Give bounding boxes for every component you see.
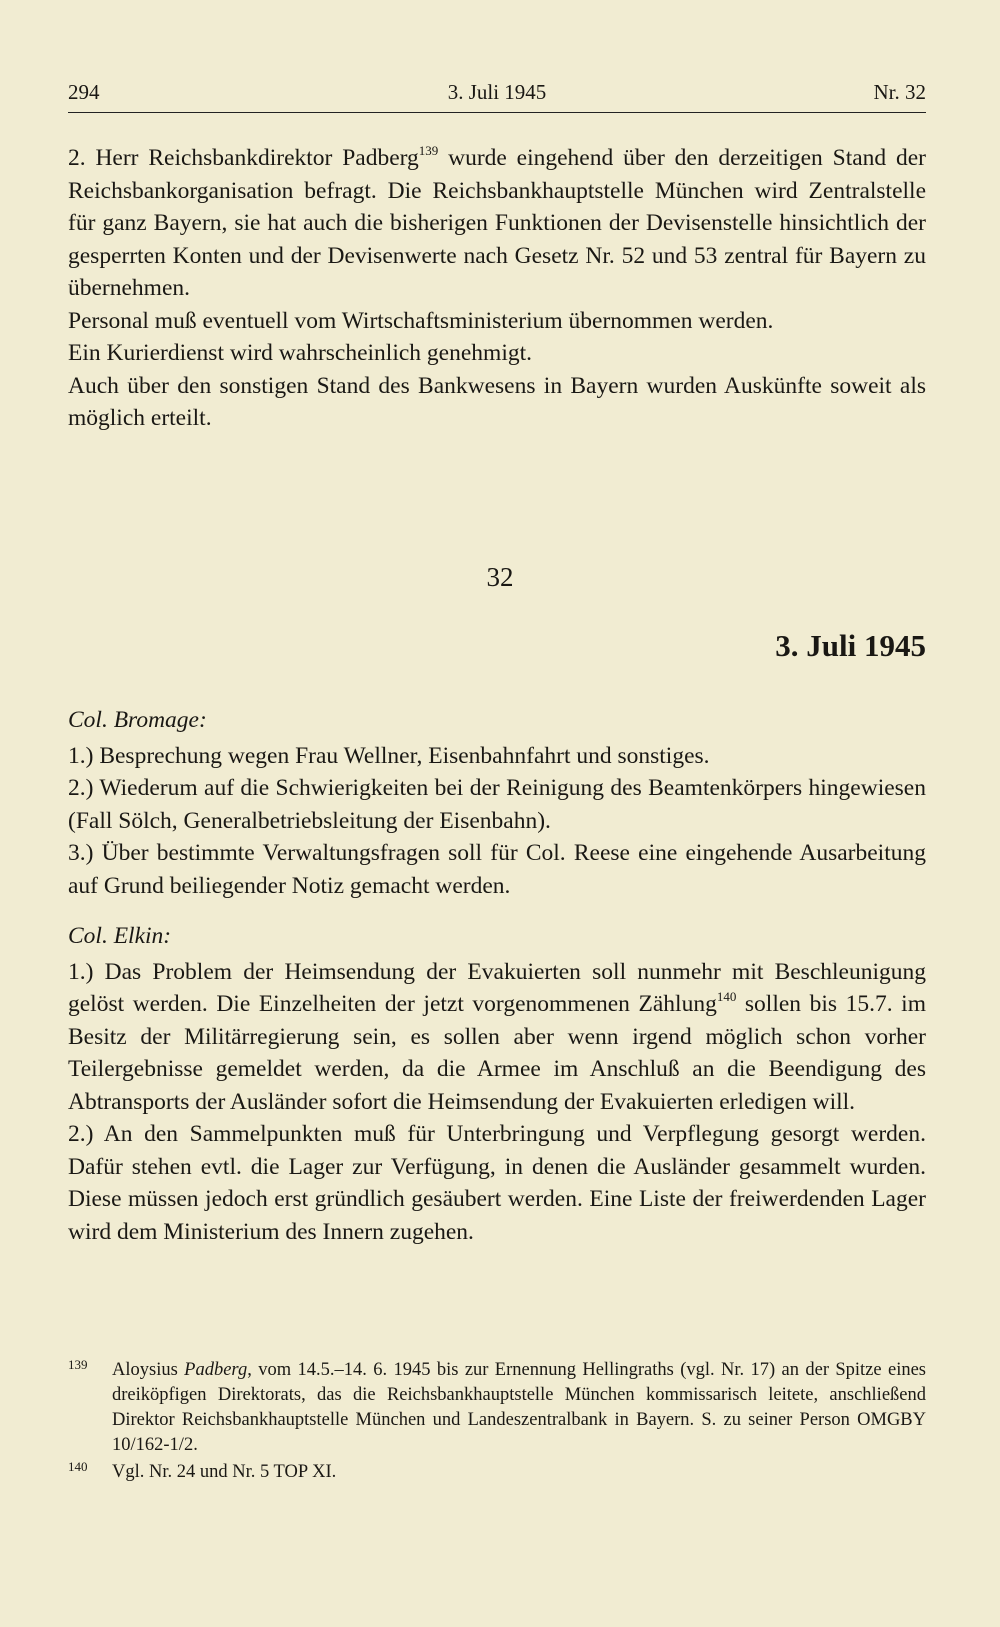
footnote-139	[68, 1358, 926, 1458]
bromage-item-3: 3.) Über bestimmte Verwaltungsfragen soll für Col. Reese eine eingehende Ausarbeitung auf Grund beiliegender Notiz gemacht werden.	[68, 840, 926, 899]
footnote-140	[68, 1460, 926, 1485]
footnote-140-text: Vgl. Nr. 24 und Nr. 5 TOP XI.	[112, 1462, 337, 1482]
document-date: 3. Juli 1945	[775, 628, 926, 663]
elkin-item-1	[68, 956, 926, 1119]
intro-paragraph-3: Ein Kurierdienst wird wahrscheinlich genehmigt.	[68, 340, 532, 366]
footnote-139-text-b: , vom 14.5.–14. 6. 1945 bis zur Ernennung Hellingraths (vgl. Nr. 17) an der Spitze eines dreiköpfigen Direktorats, das die Reichsbankhauptstelle München kommissarisch leitete, anschließend Direktor Reichsbankhauptstelle München und Landeszentralbank in Bayern. S. zu seiner Person OMGBY 10/162-1/2.	[112, 1360, 926, 1455]
speaker-elkin: Col. Elkin:	[68, 923, 172, 949]
footnotes	[68, 1358, 926, 1485]
intro-para1-text-a: 2. Herr Reichsbankdirektor Padberg	[68, 145, 419, 171]
intro-paragraph-4: Auch über den sonstigen Stand des Bankwesens in Bayern wurden Auskünfte soweit als möglich erteilt.	[68, 372, 926, 431]
running-header	[68, 78, 926, 113]
document-number: 32	[486, 562, 514, 592]
footnote-ref-140: 140	[716, 989, 737, 1004]
bromage-item-2: 2.) Wiederum auf die Schwierigkeiten bei der Reinigung des Beamtenkörpers hingewiesen (Fall Sölch, Generalbetriebsleitung der Eisenbahn).	[68, 775, 926, 834]
elkin-item1-text-a: 1.) Das Problem der Heimsendung der Evakuierten soll nunmehr mit Beschleunigung gelöst werden. Die Einzelheiten der jetzt vorgenommenen Zählung	[68, 958, 926, 1017]
footnote-139-name: Padberg	[184, 1360, 248, 1380]
section-bromage	[68, 704, 926, 902]
speaker-bromage: Col. Bromage:	[68, 707, 207, 733]
footnote-ref-139: 139	[418, 143, 439, 158]
section-elkin	[68, 920, 926, 1248]
intro-paragraph-2: Personal muß eventuell vom Wirtschaftsministerium übernommen werden.	[68, 307, 774, 334]
header-doc-ref: Nr. 32	[873, 80, 926, 104]
intro-paragraph-1	[68, 142, 926, 305]
footnote-140-number: 140	[68, 1459, 88, 1474]
elkin-item-2: 2.) An den Sammelpunkten muß für Unterbringung und Verpflegung gesorgt werden. Dafür stehen evtl. die Lager zur Verfügung, in denen die Ausländer gesammelt wurden. Diese müssen jedoch erst gründlich gesäubert werden. Eine Liste der freiwerdenden Lager wird dem Ministerium des Innern zugehen.	[68, 1121, 926, 1245]
header-date: 3. Juli 1945	[447, 80, 547, 104]
intro-text	[68, 142, 926, 435]
footnote-139-text-a: Aloysius	[112, 1360, 185, 1380]
bromage-item-1: 1.) Besprechung wegen Frau Wellner, Eisenbahnfahrt und sonstiges.	[68, 742, 710, 769]
page-number: 294	[68, 80, 100, 104]
elkin-item1-text-b: sollen bis 15.7. im Besitz der Militärregierung sein, es sollen aber wenn irgend möglich schon vorher Teilergebnisse gemeldet werden, da die Armee im Anschluß an die Beendigung des Abtransports der Ausländer sofort die Heimsendung der Evakuierten erledigen will.	[68, 991, 926, 1115]
intro-para1-text-b: wurde eingehend über den derzeitigen Stand der Reichsbankorganisation befragt. Die Reichsbankhauptstelle München wird Zentralstelle für ganz Bayern, sie hat auch die bisherigen Funktionen der Devisenstelle hinsichtlich der gesperrten Konten und der Devisenwerte nach Gesetz Nr. 52 und 53 zentral für Bayern zu übernehmen.	[68, 145, 926, 301]
footnote-139-number: 139	[68, 1357, 88, 1372]
